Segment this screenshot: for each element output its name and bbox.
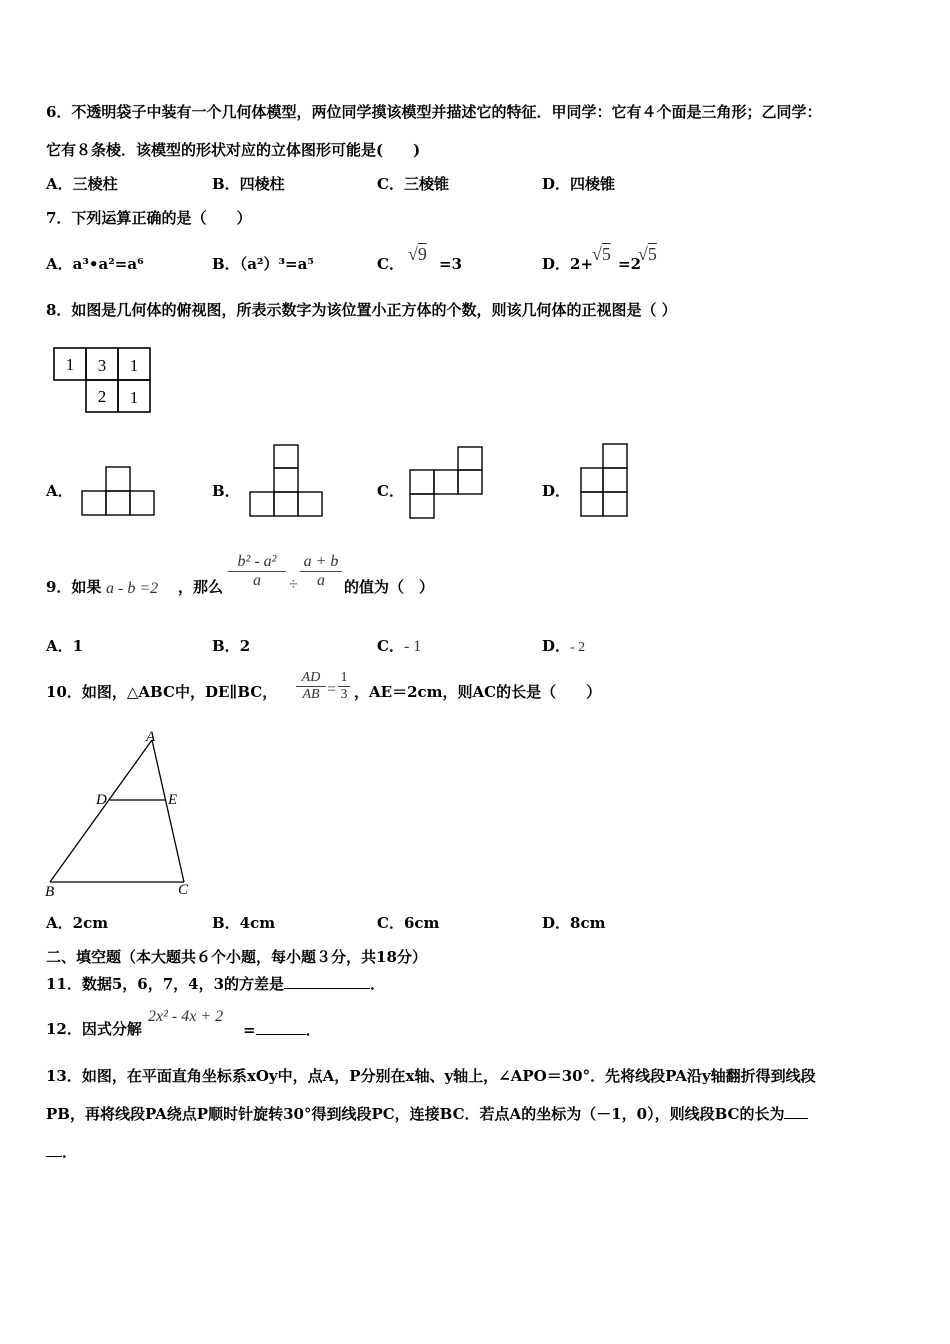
q13-end: ． [62,1143,78,1161]
q10-rhs-den: 3 [338,686,350,703]
q9-d-label: D． [542,637,571,655]
q11-stem: 11．数据5，6，7，4，3的方差是 [46,975,285,993]
q10-eq: = [327,681,337,698]
q10-triangle-figure [40,726,200,900]
q9-prefix: 9．如果 [46,578,102,596]
q12-end: ． [305,1021,321,1039]
q13-line2-text: PB，再将线段PA绕点P顺时针旋转30°得到线段PC，连接BC．若点A的坐标为（－1，0），则线段BC的长为 [46,1105,785,1123]
point-c-label: C [178,882,189,898]
q7-d-radicand1: 5 [601,244,611,264]
q8-option-a-label: A． [46,482,73,500]
q11-end: ． [370,975,386,993]
q7-d-sqrt2: √5 [638,244,657,264]
grid-number: 3 [97,356,107,375]
q9-b-label: B． [212,637,240,655]
q8-stem: 8．如图是几何体的俯视图，所表示数字为该位置小正方体的个数，则该几何体的正视图是（ ） [46,301,677,319]
q9-frac2-num: a + b [303,553,339,570]
q10-frac-lhs [296,670,326,703]
q7-d-label: D． [542,255,571,273]
q7-option-d [542,254,593,274]
q13-answer-blank-part2[interactable] [46,1141,62,1157]
q12-prefix: 12．因式分解 [46,1020,142,1038]
q9-option-c [377,636,421,657]
q10-frac-den: AB [296,686,326,703]
q7-d-mid: =2 [618,255,642,273]
q10-frac-num: AD [301,670,321,685]
q9-c-value: - 1 [403,638,422,655]
grid-number: 1 [129,356,139,375]
q9-frac1-num: b² - a² [237,553,277,570]
q7-c-sqrt: √9 [408,244,427,264]
q9-frac2 [300,553,342,590]
q10-option-a: A．2cm [46,914,109,932]
point-e-label: E [168,792,178,808]
q7-d-head: 2+ [570,255,594,273]
q9-frac1-den: a [228,571,286,590]
q7-option-a [46,254,144,274]
grid-number: 2 [97,387,107,406]
grid-number: 1 [65,355,75,374]
q10-option-b: B．4cm [212,914,276,932]
q7-a-expr: a³•a²=a⁶ [72,255,144,273]
point-b-label: B [45,884,55,900]
q8-option-b-label: B． [212,482,240,500]
q9-suffix: 的值为（ ） [344,578,435,596]
q9-frac2-den: a [300,571,342,590]
q7-d-radicand2: 5 [647,244,657,264]
point-a-label: A [146,729,156,745]
q7-c-radicand: 9 [417,244,427,264]
q9-option-a [46,636,83,656]
q10-suffix: ，AE＝2cm，则AC的长是（ ） [354,683,602,701]
q6-option-c: C．三棱锥 [377,175,449,193]
q9-b-value: 2 [239,637,251,655]
q12-answer-blank[interactable] [256,1019,306,1035]
q9-a-label: A． [46,637,73,655]
q10-frac-rhs [338,670,350,703]
q10-option-c: C．6cm [377,914,440,932]
q12-suffix: = [243,1021,256,1039]
side-ac [152,740,184,882]
side-ab [50,740,152,882]
q12-tail [243,1019,321,1040]
q7-c-label: C． [377,255,404,273]
q10-prefix: 10．如图，△ABC中，DE∥BC， [46,683,278,701]
q8-top-view-grid [50,344,154,416]
q7-stem: 7．下列运算正确的是（ ） [46,209,252,227]
q8-option-a-figure [80,466,156,518]
grid-number: 1 [129,388,139,407]
q13-line3 [46,1141,77,1162]
q9-frac1 [228,553,286,590]
section2-title: 二、填空题（本大题共６个小题，每小题３分，共18分） [46,948,427,966]
q6-option-a: A．三棱柱 [46,175,118,193]
q12-expression: 2x² - 4x + 2 [148,1008,224,1025]
q8-option-b-figure [248,444,324,518]
q6-line2: 它有８条棱．该模型的形状对应的立体图形可能是( ) [46,141,421,159]
q7-d-sqrt1: √5 [592,244,611,264]
point-d-label: D [96,792,107,808]
q6-option-d: D．四棱锥 [542,175,616,193]
q7-c-tail: =3 [439,255,463,273]
q10-option-d: D．8cm [542,914,606,932]
q6-line1: 6．不透明袋子中装有一个几何体模型，两位同学摸该模型并描述它的特征．甲同学：它有４个面是三角形；乙同学： [46,103,822,121]
q11-answer-blank[interactable] [284,973,370,989]
q9-c-label: C． [377,637,404,655]
q9-condition: a - b =2 [106,580,159,597]
q8-option-c-figure [408,446,484,520]
q7-b-label: B． [212,255,240,273]
q11-text [46,973,385,994]
q7-b-expr: （a²）³=a⁵ [239,255,314,273]
q9-divide: ÷ [289,576,298,593]
q9-mid: ，那么 [178,578,224,596]
q10-rhs-num: 1 [340,670,348,685]
q6-option-b: B．四棱柱 [212,175,285,193]
q13-line1: 13．如图，在平面直角坐标系xOy中，点A，P分别在x轴、y轴上，∠APO＝30°．先将线段PA沿y轴翻折得到线段 [46,1067,816,1085]
q9-option-d [542,636,585,658]
q9-d-value: - 2 [570,640,586,655]
q8-option-c-label: C． [377,482,404,500]
q8-option-d-label: D． [542,482,571,500]
q13-answer-blank-part1[interactable] [784,1103,808,1119]
q9-option-b [212,636,250,656]
q9-a-value: 1 [72,637,84,655]
q8-option-d-figure [579,442,631,518]
q7-option-c [377,254,404,274]
q7-a-label: A． [46,255,73,273]
q7-option-b [212,254,314,274]
q13-line2 [46,1103,808,1124]
